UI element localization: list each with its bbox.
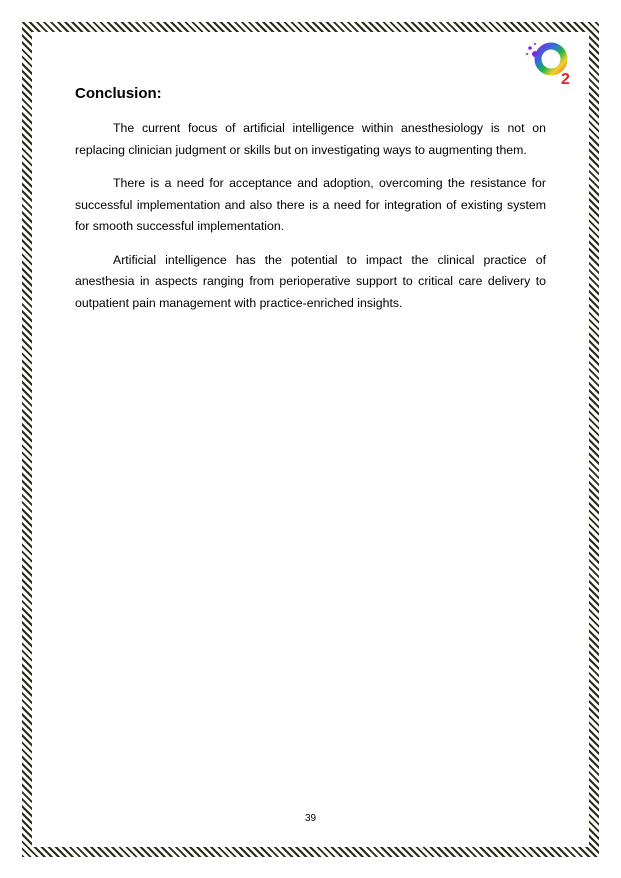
page-number: 39 bbox=[304, 813, 317, 824]
paragraph: Artificial intelligence has the potential to impact the clinical practice of anesthesia in aspects ranging from perioperative support to critical care delivery to outpatient pain management with practice-enriched insights. bbox=[75, 252, 546, 310]
paragraph: There is a need for acceptance and adoption, overcoming the resistance for successful implementation and also there is a need for integration of existing system for smooth successful implementation. bbox=[75, 176, 546, 233]
body-text bbox=[75, 118, 546, 326]
paragraph: The current focus of artificial intelligence within anesthesiology is not on replacing clinician judgment or skills but on investigating ways to augmenting them. bbox=[75, 121, 546, 157]
svg-text:2: 2 bbox=[561, 71, 570, 87]
section-heading: Conclusion: bbox=[75, 85, 162, 102]
o2-logo-icon bbox=[524, 37, 578, 87]
